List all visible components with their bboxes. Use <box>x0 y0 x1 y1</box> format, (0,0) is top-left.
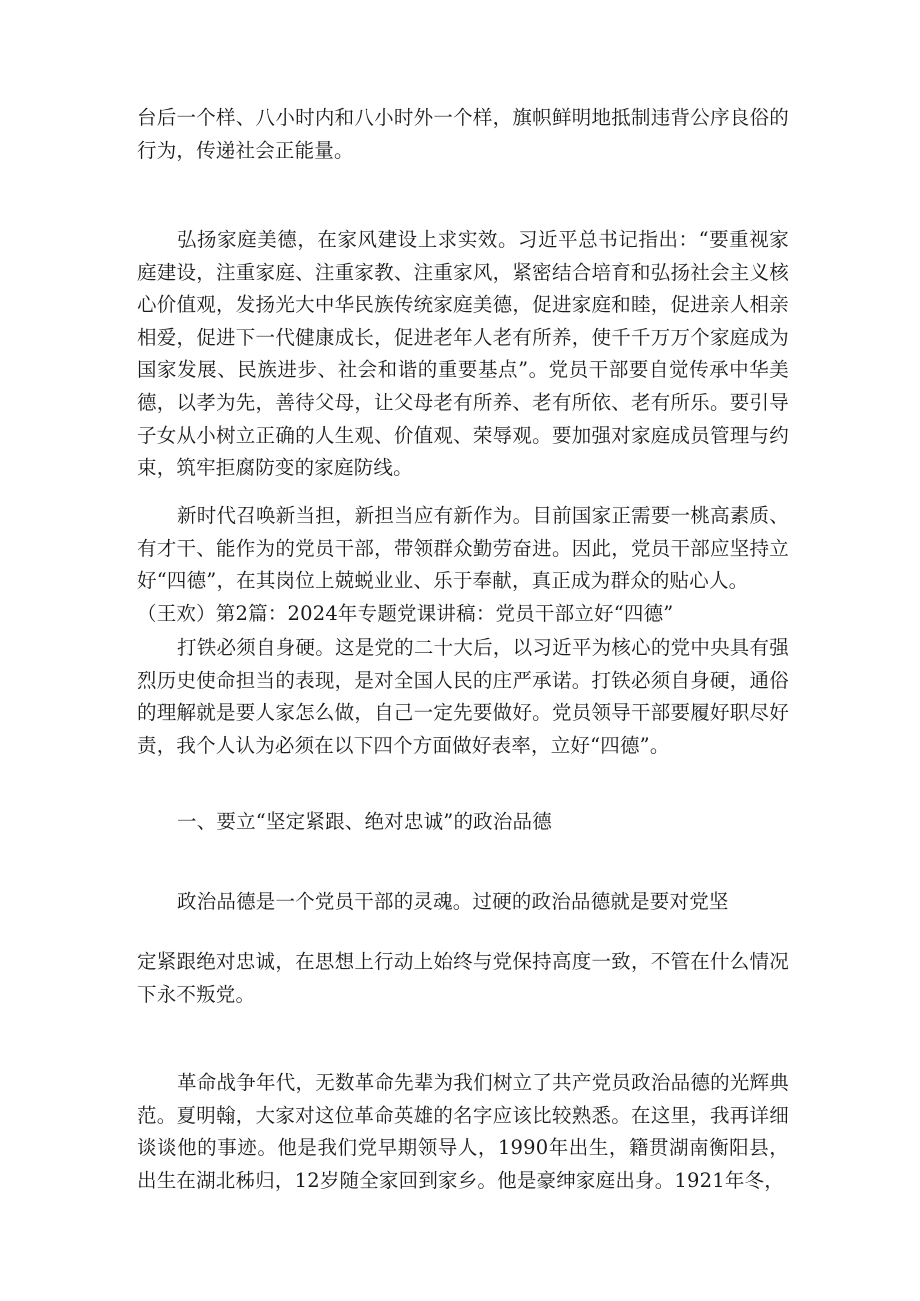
paragraph-4-heading: （王欢）第2篇：2024年专题党课讲稿：党员干部立好“四德” <box>137 602 674 625</box>
paragraph-7: 政治品德是一个党员干部的灵魂。过硬的政治品德就是要对党坚 <box>177 890 729 913</box>
paragraph-2: 弘扬家庭美德，在家风建设上求实效。习近平总书记指出：“要重视家庭建设，注重家庭、注重家教、注重家风，紧密结合培育和弘扬社会主义核心价值观，发扬光大中华民族传统家庭美德，促进家庭和睦，促进亲人相亲相爱，促进下一代健康成长，促进老年人老有所养，使千千万万个家庭成为国家发展、民族进步、社会和谐的重要基点”。党员干部要自觉传承中华美德，以孝为先，善待父母，让父母老有所养、老有所依、老有所乐。要引导子女从小树立正确的人生观、价值观、荣辱观。要加强对家庭成员管理与约束，筑牢拒腐防变的家庭防线。 <box>137 228 789 480</box>
paragraph-5: 打铁必须自身硬。这是党的二十大后，以习近平为核心的党中央具有强烈历史使命担当的表现，是对全国人民的庄严承诺。打铁必须自身硬，通俗的理解就是要人家怎么做，自己一定先要做好。党员领导干部要履好职尽好责，我个人认为必须在以下四个方面做好表率，立好“四德”。 <box>137 636 789 757</box>
paragraph-3: 新时代召唤新当担，新担当应有新作为。目前国家正需要一桃高素质、有才干、能作为的党员干部，带领群众勤劳奋进。因此，党员干部应坚持立好“四德”，在其岗位上兢蜕业业、乐于奉献，真正成为群众的贴心人。 <box>137 504 789 593</box>
section-heading: 一、要立“坚定紧跟、绝对忠诚”的政治品德 <box>177 810 552 833</box>
paragraph-9: 革命战争年代，无数革命先辈为我们树立了共产党员政治品德的光辉典范。夏明翰，大家对这位革命英雄的名字应该比较熟悉。在这里，我再详细谈谈他的事迹。他是我们党早期领导人，1990年出生，籍贯湖南衡阳县，出生在湖北秭归，12岁随全家回到家乡。他是豪绅家庭出身。1921年冬， <box>137 1071 789 1192</box>
paragraph-8: 定紧跟绝对忠诚，在思想上行动上始终与党保持高度一致，不管在什么情况下永不叛党。 <box>137 950 789 1006</box>
paragraph-1: 台后一个样、八小时内和八小时外一个样，旗帜鲜明地抵制违背公序良俗的行为，传递社会正能量。 <box>137 106 789 162</box>
